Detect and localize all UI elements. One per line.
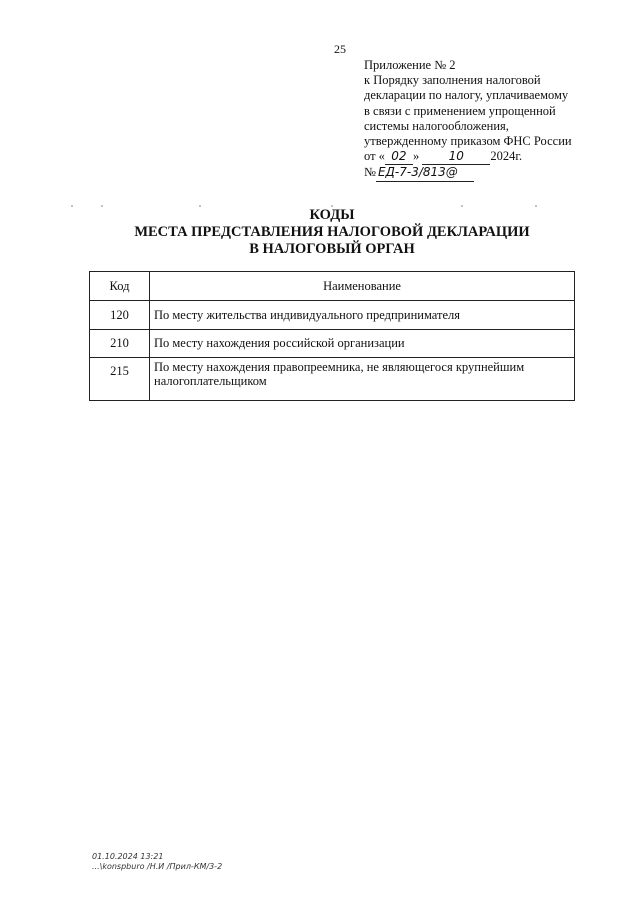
cell-code: 120 [90, 301, 150, 330]
date-day-handwritten: 02 [385, 149, 413, 165]
appendix-line: декларации по налогу, уплачиваемому [364, 88, 569, 103]
print-path: ...\konspburo /Н.И /Прил-КМ/3-2 [92, 862, 223, 871]
cell-name: По месту жительства индивидуального предпринимателя [150, 301, 575, 330]
page-number: 25 [334, 42, 346, 56]
appendix-block [364, 58, 604, 182]
print-stamp [92, 852, 222, 872]
order-number-handwritten: ЕД-7-3/813@ [376, 165, 474, 181]
number-prefix: № [364, 165, 376, 180]
date-mid: » [412, 149, 420, 164]
column-header-name: Наименование [150, 272, 575, 301]
cell-name: По месту нахождения правопреемника, не являющегося крупнейшим налогоплательщиком [150, 358, 575, 401]
cell-code: 210 [90, 330, 150, 358]
heading-line: В НАЛОГОВЫЙ ОРГАН [249, 241, 415, 257]
table-header-row [90, 272, 575, 301]
document-heading [90, 207, 574, 258]
column-header-code: Код [90, 272, 150, 301]
print-timestamp: 01.10.2024 13:21 [92, 852, 164, 861]
appendix-line: системы налогообложения, [364, 118, 509, 133]
appendix-line: в связи с применением упрощенной [364, 103, 556, 118]
date-year: 2024г. [490, 149, 523, 164]
date-prefix: от « [364, 149, 385, 164]
date-month-handwritten: 10 [422, 149, 490, 165]
table-row [90, 358, 575, 401]
appendix-line: утвержденному приказом ФНС России [364, 134, 572, 149]
order-date [364, 149, 604, 165]
cell-code: 215 [90, 358, 150, 401]
table-row [90, 330, 575, 358]
heading-line: КОДЫ [309, 207, 355, 223]
appendix-line: к Порядку заполнения налоговой [364, 73, 541, 88]
cell-name: По месту нахождения российской организации [150, 330, 575, 358]
appendix-title: Приложение № 2 [364, 58, 456, 72]
table-row [90, 301, 575, 330]
order-number [364, 165, 604, 181]
heading-line: МЕСТА ПРЕДСТАВЛЕНИЯ НАЛОГОВОЙ ДЕКЛАРАЦИИ [134, 224, 530, 240]
codes-table [89, 271, 575, 401]
